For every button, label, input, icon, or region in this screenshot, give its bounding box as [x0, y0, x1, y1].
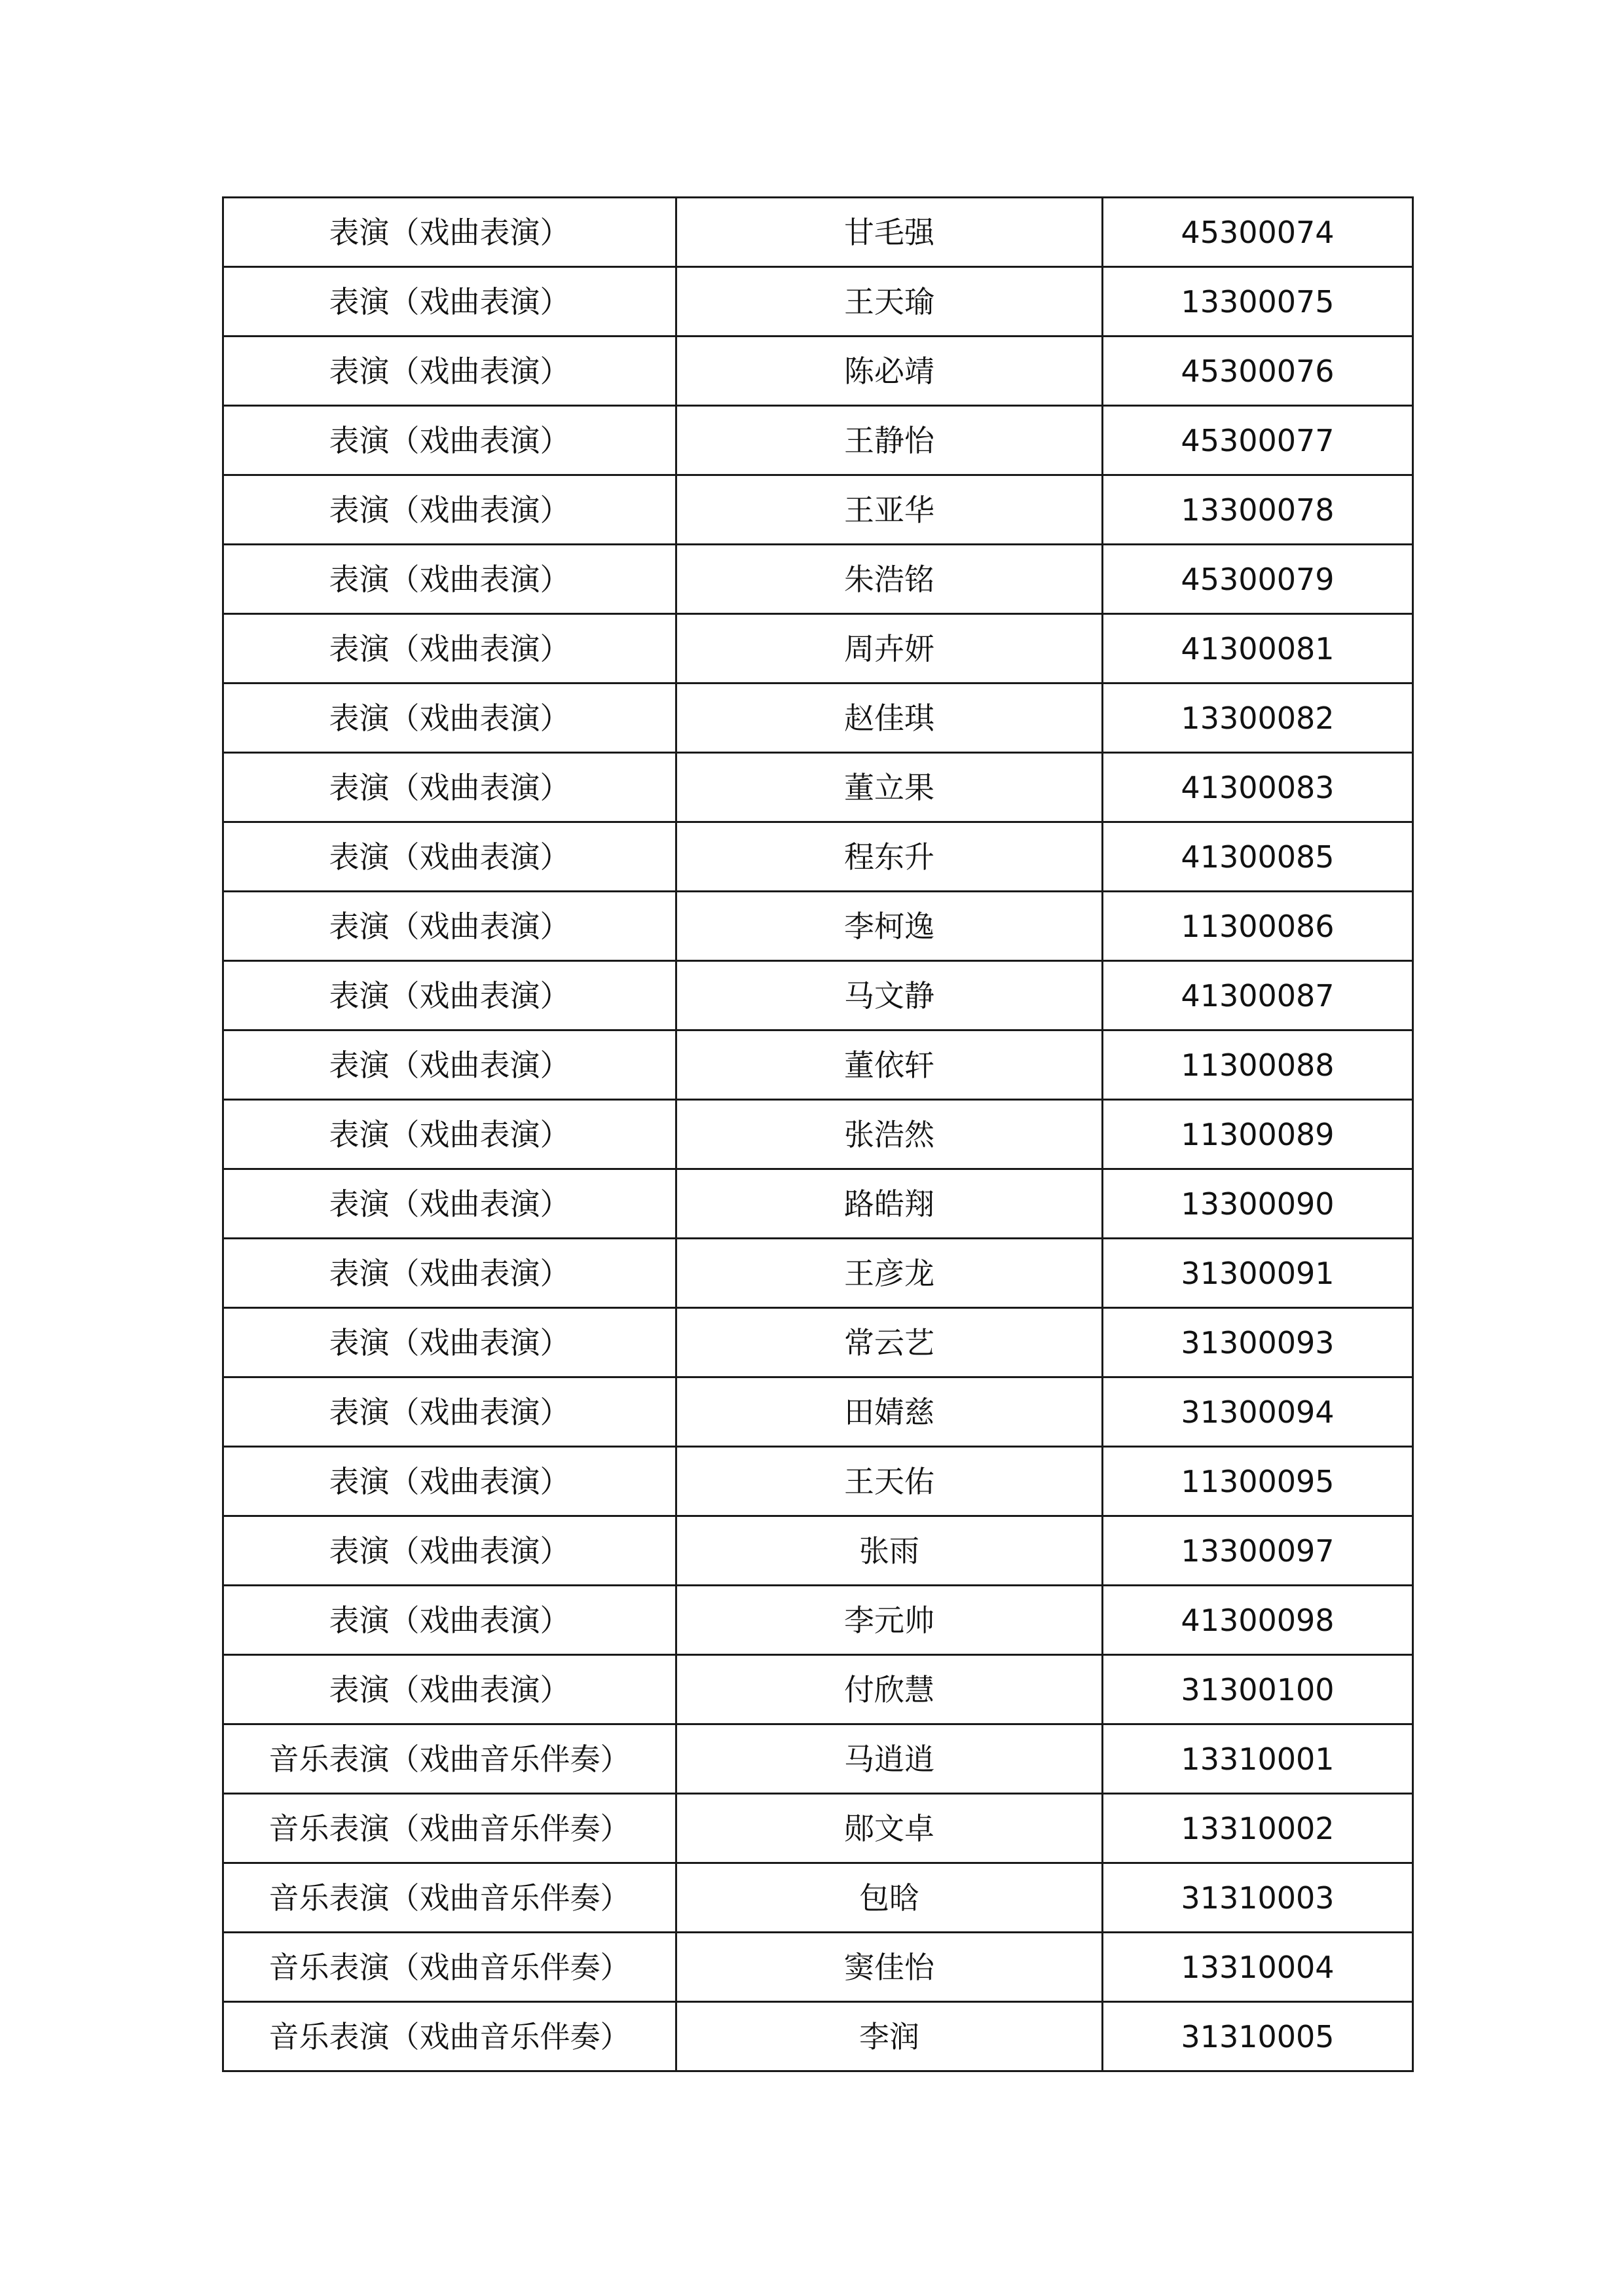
major-cell: 表演（戏曲表演）: [223, 545, 676, 614]
name-cell: 马文静: [676, 961, 1103, 1030]
major-cell: 表演（戏曲表演）: [223, 1586, 676, 1655]
id-cell: 13300082: [1103, 683, 1413, 753]
table-row: [223, 683, 1413, 753]
major-cell: 表演（戏曲表演）: [223, 267, 676, 337]
id-cell: 13300090: [1103, 1169, 1413, 1239]
id-cell: 11300086: [1103, 892, 1413, 961]
major-cell: 表演（戏曲表演）: [223, 683, 676, 753]
id-cell: 13300078: [1103, 475, 1413, 545]
name-cell: 张浩然: [676, 1100, 1103, 1169]
name-cell: 路皓翔: [676, 1169, 1103, 1239]
name-cell: 马逍逍: [676, 1724, 1103, 1794]
id-cell: 41300085: [1103, 822, 1413, 892]
table-row: [223, 1724, 1413, 1794]
name-cell: 田婧慈: [676, 1377, 1103, 1447]
table-row: [223, 1447, 1413, 1516]
name-cell: 郧文卓: [676, 1794, 1103, 1863]
name-cell: 王天瑜: [676, 267, 1103, 337]
major-cell: 音乐表演（戏曲音乐伴奏）: [223, 1863, 676, 1933]
id-cell: 45300074: [1103, 198, 1413, 267]
table-row: [223, 545, 1413, 614]
roster-table-body: [223, 198, 1413, 2071]
major-cell: 表演（戏曲表演）: [223, 337, 676, 406]
id-cell: 41300098: [1103, 1586, 1413, 1655]
table-row: [223, 892, 1413, 961]
name-cell: 李元帅: [676, 1586, 1103, 1655]
major-cell: 表演（戏曲表演）: [223, 892, 676, 961]
table-row: [223, 267, 1413, 337]
table-row: [223, 1377, 1413, 1447]
name-cell: 陈必靖: [676, 337, 1103, 406]
id-cell: 45300079: [1103, 545, 1413, 614]
table-row: [223, 1100, 1413, 1169]
major-cell: 表演（戏曲表演）: [223, 1447, 676, 1516]
major-cell: 表演（戏曲表演）: [223, 822, 676, 892]
name-cell: 王静怡: [676, 406, 1103, 475]
name-cell: 周卉妍: [676, 614, 1103, 683]
id-cell: 31310005: [1103, 2002, 1413, 2071]
major-cell: 表演（戏曲表演）: [223, 406, 676, 475]
name-cell: 朱浩铭: [676, 545, 1103, 614]
id-cell: 31300094: [1103, 1377, 1413, 1447]
table-row: [223, 1030, 1413, 1100]
id-cell: 13310002: [1103, 1794, 1413, 1863]
name-cell: 甘毛强: [676, 198, 1103, 267]
table-row: [223, 822, 1413, 892]
table-row: [223, 1586, 1413, 1655]
id-cell: 41300087: [1103, 961, 1413, 1030]
table-row: [223, 753, 1413, 822]
name-cell: 李柯逸: [676, 892, 1103, 961]
id-cell: 13310001: [1103, 1724, 1413, 1794]
major-cell: 表演（戏曲表演）: [223, 198, 676, 267]
table-row: [223, 2002, 1413, 2071]
id-cell: 11300089: [1103, 1100, 1413, 1169]
table-row: [223, 961, 1413, 1030]
table-row: [223, 337, 1413, 406]
name-cell: 董立果: [676, 753, 1103, 822]
id-cell: 41300083: [1103, 753, 1413, 822]
id-cell: 31300100: [1103, 1655, 1413, 1724]
name-cell: 赵佳琪: [676, 683, 1103, 753]
table-row: [223, 1516, 1413, 1586]
id-cell: 11300088: [1103, 1030, 1413, 1100]
table-row: [223, 1863, 1413, 1933]
id-cell: 31310003: [1103, 1863, 1413, 1933]
id-cell: 45300077: [1103, 406, 1413, 475]
id-cell: 31300093: [1103, 1308, 1413, 1377]
name-cell: 李润: [676, 2002, 1103, 2071]
id-cell: 13310004: [1103, 1933, 1413, 2002]
id-cell: 41300081: [1103, 614, 1413, 683]
table-row: [223, 475, 1413, 545]
major-cell: 音乐表演（戏曲音乐伴奏）: [223, 1933, 676, 2002]
id-cell: 13300097: [1103, 1516, 1413, 1586]
name-cell: 常云艺: [676, 1308, 1103, 1377]
major-cell: 音乐表演（戏曲音乐伴奏）: [223, 2002, 676, 2071]
table-row: [223, 1655, 1413, 1724]
major-cell: 表演（戏曲表演）: [223, 1239, 676, 1308]
table-row: [223, 406, 1413, 475]
major-cell: 表演（戏曲表演）: [223, 1655, 676, 1724]
major-cell: 表演（戏曲表演）: [223, 1377, 676, 1447]
id-cell: 11300095: [1103, 1447, 1413, 1516]
table-row: [223, 1239, 1413, 1308]
major-cell: 表演（戏曲表演）: [223, 753, 676, 822]
table-row: [223, 1794, 1413, 1863]
major-cell: 表演（戏曲表演）: [223, 1308, 676, 1377]
id-cell: 31300091: [1103, 1239, 1413, 1308]
id-cell: 45300076: [1103, 337, 1413, 406]
table-row: [223, 1169, 1413, 1239]
name-cell: 包晗: [676, 1863, 1103, 1933]
name-cell: 窦佳怡: [676, 1933, 1103, 2002]
major-cell: 表演（戏曲表演）: [223, 1030, 676, 1100]
table-row: [223, 1933, 1413, 2002]
name-cell: 程东升: [676, 822, 1103, 892]
major-cell: 表演（戏曲表演）: [223, 1100, 676, 1169]
roster-table: [222, 196, 1414, 2072]
major-cell: 表演（戏曲表演）: [223, 614, 676, 683]
name-cell: 董依轩: [676, 1030, 1103, 1100]
major-cell: 表演（戏曲表演）: [223, 961, 676, 1030]
major-cell: 表演（戏曲表演）: [223, 475, 676, 545]
major-cell: 表演（戏曲表演）: [223, 1516, 676, 1586]
major-cell: 音乐表演（戏曲音乐伴奏）: [223, 1794, 676, 1863]
name-cell: 王彦龙: [676, 1239, 1103, 1308]
name-cell: 张雨: [676, 1516, 1103, 1586]
major-cell: 表演（戏曲表演）: [223, 1169, 676, 1239]
name-cell: 王亚华: [676, 475, 1103, 545]
major-cell: 音乐表演（戏曲音乐伴奏）: [223, 1724, 676, 1794]
table-row: [223, 1308, 1413, 1377]
name-cell: 付欣慧: [676, 1655, 1103, 1724]
name-cell: 王天佑: [676, 1447, 1103, 1516]
table-row: [223, 614, 1413, 683]
id-cell: 13300075: [1103, 267, 1413, 337]
table-row: [223, 198, 1413, 267]
